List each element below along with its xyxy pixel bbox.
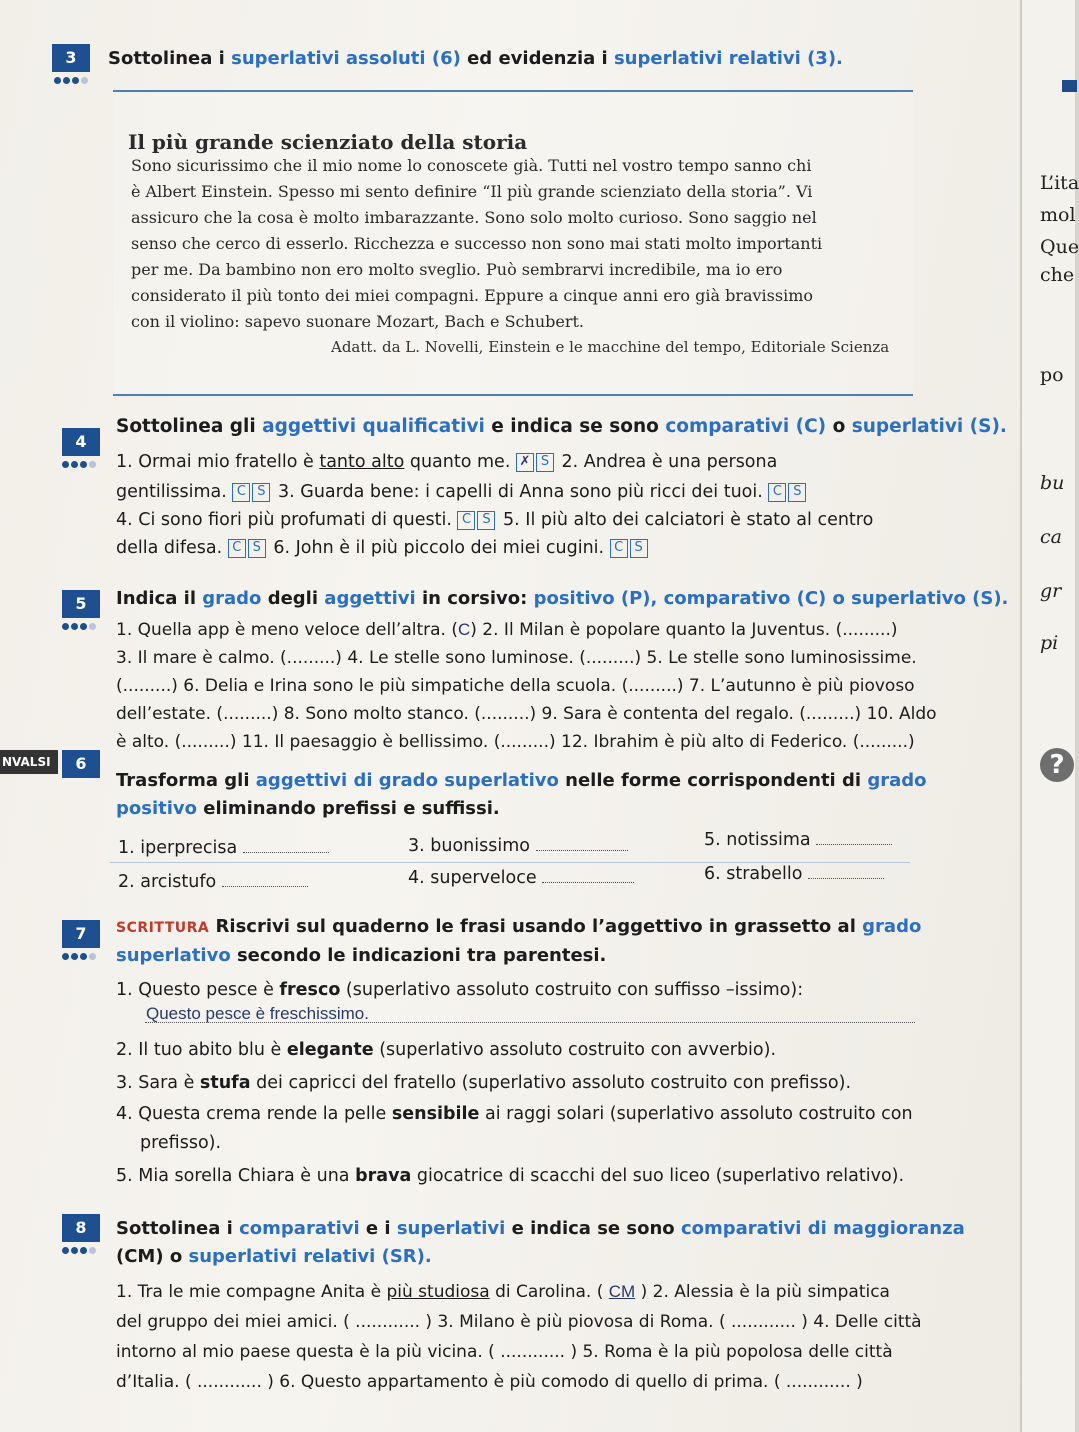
exercise-5-line: (.........) 6. Delia e Irina sono le più simpatiche della scuola. (.........) 7. L’autunno è più piovoso <box>116 676 915 696</box>
facing-text: mol <box>1040 204 1076 226</box>
question-icon: ? <box>1040 748 1074 782</box>
exercise-5-line: è alto. (.........) 11. Il paesaggio è bellissimo. (.........) 12. Ibrahim è più alto di Federico. (.........) <box>116 732 915 752</box>
passage-line: Sono sicurissimo che il mio nome lo conoscete già. Tutti nel vostro tempo sanno chi <box>131 156 812 175</box>
exercise-6-item: 1. iperprecisa <box>118 838 329 858</box>
passage-title: Il più grande scienziato della storia <box>128 130 528 154</box>
checkbox-s[interactable]: S <box>630 539 648 558</box>
checkbox-s[interactable]: S <box>477 511 495 530</box>
exercise-5-title: Indica il grado degli aggettivi in corsivo: positivo (P), comparativo (C) o superlativo (S). <box>116 588 1009 609</box>
answer-blank[interactable] <box>542 882 634 883</box>
facing-text: gr <box>1040 580 1062 602</box>
exercise-6-item: 6. strabello <box>704 864 884 884</box>
facing-text: Que <box>1040 236 1079 258</box>
answer-blank[interactable] <box>536 850 628 851</box>
answer-blank[interactable] <box>243 852 329 853</box>
exercise-8-line: intorno al mio paese questa è la più vicina. ( ............ ) 5. Roma è la più popolosa delle città <box>116 1342 893 1362</box>
exercise-4-title: Sottolinea gli aggettivi qualificativi e indica se sono comparativi (C) o superlativi (S). <box>116 416 1007 437</box>
difficulty-dots <box>62 952 98 963</box>
passage-line: assicuro che la cosa è molto imbarazzante. Sono solo molto curioso. Sono saggio nel <box>131 208 817 227</box>
divider <box>110 862 910 863</box>
exercise-8-line: del gruppo dei miei amici. ( ............ ) 3. Milano è più piovosa di Roma. ( ............ ) 4. Delle città <box>116 1312 922 1332</box>
exercise-5-number: 5 <box>62 590 100 618</box>
answer-blank[interactable] <box>222 886 308 887</box>
blue-marker <box>1062 80 1077 92</box>
checkbox-s[interactable]: S <box>536 453 554 472</box>
exercise-6-item: 2. arcistufo <box>118 872 308 892</box>
facing-page <box>1020 0 1079 1432</box>
exercise-4-line: della difesa. C S 6. John è il più piccolo dei miei cugini. C S <box>116 538 650 558</box>
passage-line: con il violino: sapevo suonare Mozart, Bach e Schubert. <box>131 312 584 331</box>
checkbox-c[interactable]: C <box>232 483 250 502</box>
exercise-4-line: 4. Ci sono fiori più profumati di questi. C S 5. Il più alto dei calciatori è stato al centro <box>116 510 874 530</box>
exercise-8-number: 8 <box>62 1214 100 1242</box>
exercise-6-item: 4. superveloce <box>408 868 634 888</box>
exercise-7-sentence: 4. Questa crema rende la pelle sensibile ai raggi solari (superlativo assoluto costruito con <box>116 1104 913 1124</box>
nvalsi-tag: NVALSI <box>0 750 58 774</box>
exercise-6-number: 6 <box>62 750 100 778</box>
exercise-7-number: 7 <box>62 920 100 948</box>
facing-text: che <box>1040 264 1075 286</box>
checkbox-c[interactable]: C <box>457 511 475 530</box>
facing-text: ca <box>1040 526 1062 548</box>
exercise-8-title: Sottolinea i comparativi e i superlativi e indica se sono comparativi di maggioranza <box>116 1218 965 1239</box>
exercise-7-sentence: 1. Questo pesce è fresco (superlativo assoluto costruito con suffisso –issimo): <box>116 980 804 1000</box>
checkbox-c[interactable]: C <box>768 483 786 502</box>
checkbox-c-marked[interactable]: ✗ <box>516 453 534 472</box>
answer-blank[interactable] <box>816 844 892 845</box>
exercise-7-title-line2: superlativo secondo le indicazioni tra parentesi. <box>116 945 607 966</box>
exercise-4-number: 4 <box>62 428 100 456</box>
difficulty-dots <box>62 1246 98 1257</box>
passage-line: è Albert Einstein. Spesso mi sento definire “Il più grande scienziato della storia”. Vi <box>131 182 813 201</box>
facing-text: pi <box>1040 632 1059 654</box>
exercise-6-item: 5. notissima <box>704 830 892 850</box>
exercise-8-line: d’Italia. ( ............ ) 6. Questo appartamento è più comodo di quello di prima. ( ............ ) <box>116 1372 863 1392</box>
answer-blank[interactable] <box>808 878 884 879</box>
checkbox-s[interactable]: S <box>252 483 270 502</box>
exercise-5-line: dell’estate. (.........) 8. Sono molto stanco. (.........) 9. Sara è contenta del regalo. (.........) 10. Aldo <box>116 704 937 724</box>
handwritten-answer: C <box>457 620 471 639</box>
exercise-3-number: 3 <box>52 44 90 72</box>
exercise-4-line: 1. Ormai mio fratello è tanto alto quanto me. ✗ S 2. Andrea è una persona <box>116 452 778 472</box>
facing-text: po <box>1040 364 1064 386</box>
handwritten-answer: CM <box>608 1282 636 1301</box>
exercise-7-sentence: 3. Sara è stufa dei capricci del fratello (superlativo assoluto costruito con prefisso). <box>116 1073 852 1093</box>
facing-text: L’ita <box>1040 172 1079 194</box>
checkbox-c[interactable]: C <box>610 539 628 558</box>
difficulty-dots <box>62 622 98 633</box>
exercise-8-title-line2: (CM) o superlativi relativi (SR). <box>116 1246 432 1267</box>
passage-line: considerato il più tonto dei miei compagni. Eppure a cinque anni ero già bravissimo <box>131 286 813 305</box>
exercise-6-title-line2: positivo eliminando prefissi e suffissi. <box>116 798 500 819</box>
exercise-5-line: 1. Quella app è meno veloce dell’altra. (C) 2. Il Milan è popolare quanto la Juventus. (.........) <box>116 620 898 640</box>
passage-line: per me. Da bambino non ero molto sveglio. Può sembrarvi incredibile, ma io ero <box>131 260 783 279</box>
exercise-4-line: gentilissima. C S 3. Guarda bene: i capelli di Anna sono più ricci dei tuoi. C S <box>116 482 808 502</box>
reading-passage <box>113 90 913 396</box>
exercise-6-item: 3. buonissimo <box>408 836 628 856</box>
difficulty-dots <box>54 76 90 87</box>
exercise-5-line: 3. Il mare è calmo. (.........) 4. Le stelle sono luminose. (.........) 5. Le stelle sono luminosissime. <box>116 648 917 668</box>
checkbox-c[interactable]: C <box>228 539 246 558</box>
exercise-3-title: Sottolinea i superlativi assoluti (6) ed evidenzia i superlativi relativi (3). <box>108 48 843 69</box>
checkbox-s[interactable]: S <box>248 539 266 558</box>
exercise-7-sentence: 2. Il tuo abito blu è elegante (superlativo assoluto costruito con avverbio). <box>116 1040 777 1060</box>
exercise-6-title: Trasforma gli aggettivi di grado superlativo nelle forme corrispondenti di grado <box>116 770 927 791</box>
difficulty-dots <box>62 460 98 471</box>
facing-text: bu <box>1040 472 1065 494</box>
checkbox-s[interactable]: S <box>788 483 806 502</box>
exercise-7-title: SCRITTURA Riscrivi sul quaderno le frasi usando l’aggettivo in grassetto al grado <box>116 916 922 937</box>
exercise-7-sentence: prefisso). <box>140 1133 222 1153</box>
exercise-8-line: 1. Tra le mie compagne Anita è più studiosa di Carolina. ( CM ) 2. Alessia è la più simpatica <box>116 1282 890 1302</box>
passage-source: Adatt. da L. Novelli, Einstein e le macchine del tempo, Editoriale Scienza <box>331 338 890 356</box>
handwritten-answer: Questo pesce è freschissimo. <box>146 1004 369 1023</box>
passage-line: senso che cerco di esserlo. Ricchezza e successo non sono mai stati molto importanti <box>131 234 823 253</box>
exercise-7-sentence: 5. Mia sorella Chiara è una brava giocatrice di scacchi del suo liceo (superlativo relativo). <box>116 1166 905 1186</box>
